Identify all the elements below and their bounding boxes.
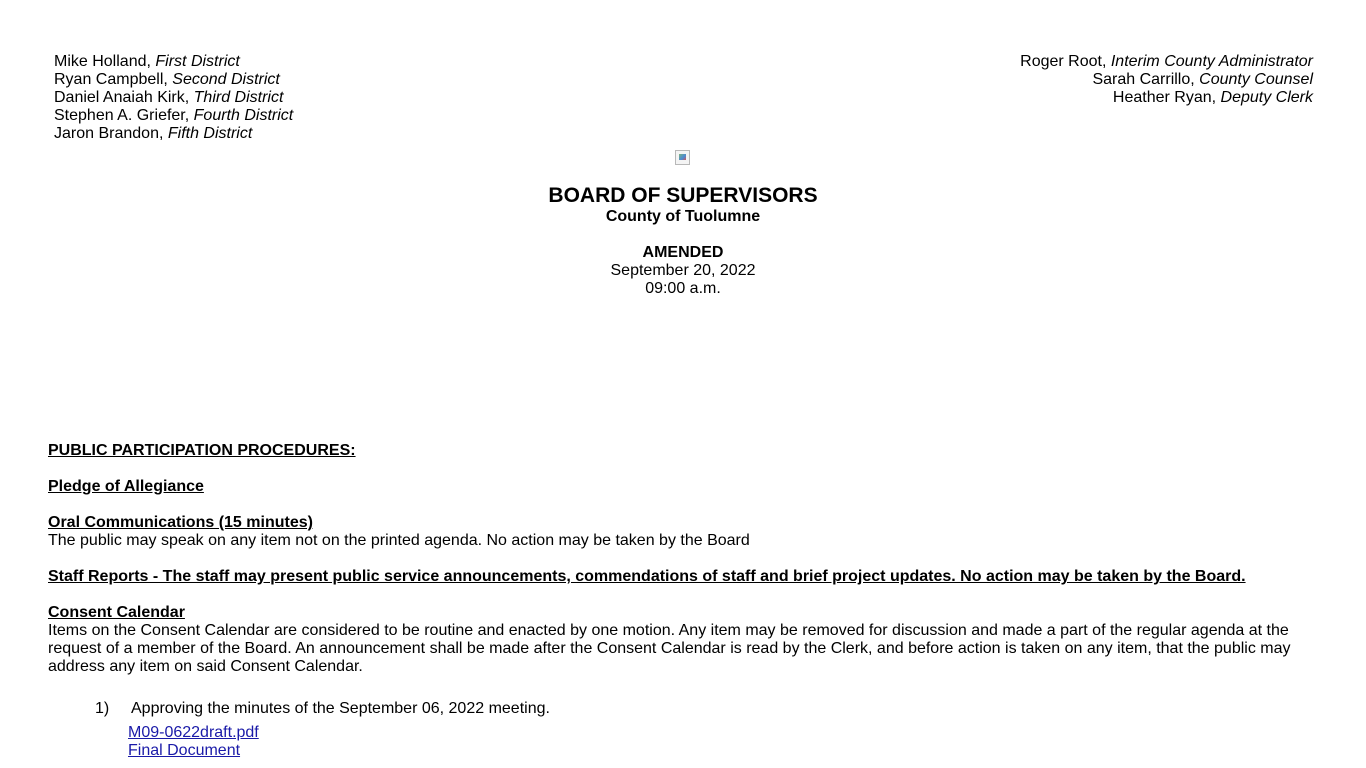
public-participation-heading: PUBLIC PARTICIPATION PROCEDURES:: [48, 442, 356, 459]
supervisor-line: [54, 89, 293, 107]
supervisor-name: Jaron Brandon,: [54, 125, 164, 142]
agenda-status: AMENDED: [642, 244, 724, 261]
oral-communications-text: The public may speak on any item not on the printed agenda. No action may be taken by the Board: [48, 532, 750, 549]
supervisor-name: Stephen A. Griefer,: [54, 107, 190, 124]
supervisor-name: Daniel Anaiah Kirk,: [54, 89, 190, 106]
supervisor-district: Fourth District: [193, 107, 294, 124]
supervisor-line: [54, 125, 293, 143]
supervisors-list: [54, 53, 293, 143]
consent-calendar-heading: Consent Calendar: [48, 604, 185, 621]
agenda-item-number: 1): [95, 700, 110, 717]
supervisor-district: First District: [155, 53, 240, 70]
minutes-draft-link[interactable]: M09-0622draft.pdf: [128, 724, 259, 741]
county-seal-image-icon: [675, 150, 690, 165]
supervisor-line: [54, 71, 293, 89]
supervisor-district: Fifth District: [167, 125, 253, 142]
supervisor-line: [54, 107, 293, 125]
board-title: BOARD OF SUPERVISORS: [548, 184, 818, 207]
supervisor-name: Ryan Campbell,: [54, 71, 168, 88]
meeting-date: September 20, 2022: [610, 262, 756, 279]
supervisor-line: [54, 53, 293, 71]
staff-title: County Counsel: [1199, 71, 1313, 88]
staff-line: [1020, 89, 1313, 107]
pledge-heading: Pledge of Allegiance: [48, 478, 204, 495]
agenda-item-text: Approving the minutes of the September 06, 2022 meeting.: [131, 700, 550, 717]
staff-list: [1020, 53, 1313, 107]
meeting-time: 09:00 a.m.: [645, 280, 721, 297]
supervisor-district: Third District: [193, 89, 284, 106]
staff-name: Roger Root,: [1020, 53, 1107, 70]
consent-calendar-text: Items on the Consent Calendar are considered to be routine and enacted by one motion. Any item may be removed for discussion and made a part of the regular agenda at the request of a member of the Board. An announcement shall be made after the Consent Calendar is read by the Clerk, and before action is taken on any item, that the public may address any item on said Consent Calendar.: [48, 622, 1291, 675]
staff-name: Heather Ryan,: [1112, 89, 1217, 106]
staff-line: [1020, 71, 1313, 89]
staff-line: [1020, 53, 1313, 71]
staff-reports-heading: Staff Reports - The staff may present public service announcements, commendations of staff and brief project updates. No action may be taken by the Board.: [48, 568, 1246, 585]
oral-communications-heading: Oral Communications (15 minutes): [48, 514, 313, 531]
supervisor-district: Second District: [172, 71, 280, 88]
county-name: County of Tuolumne: [605, 208, 761, 225]
final-document-link[interactable]: Final Document: [128, 742, 241, 759]
staff-title: Interim County Administrator: [1110, 53, 1313, 70]
supervisor-name: Mike Holland,: [54, 53, 151, 70]
staff-title: Deputy Clerk: [1220, 89, 1313, 106]
staff-name: Sarah Carrillo,: [1092, 71, 1195, 88]
